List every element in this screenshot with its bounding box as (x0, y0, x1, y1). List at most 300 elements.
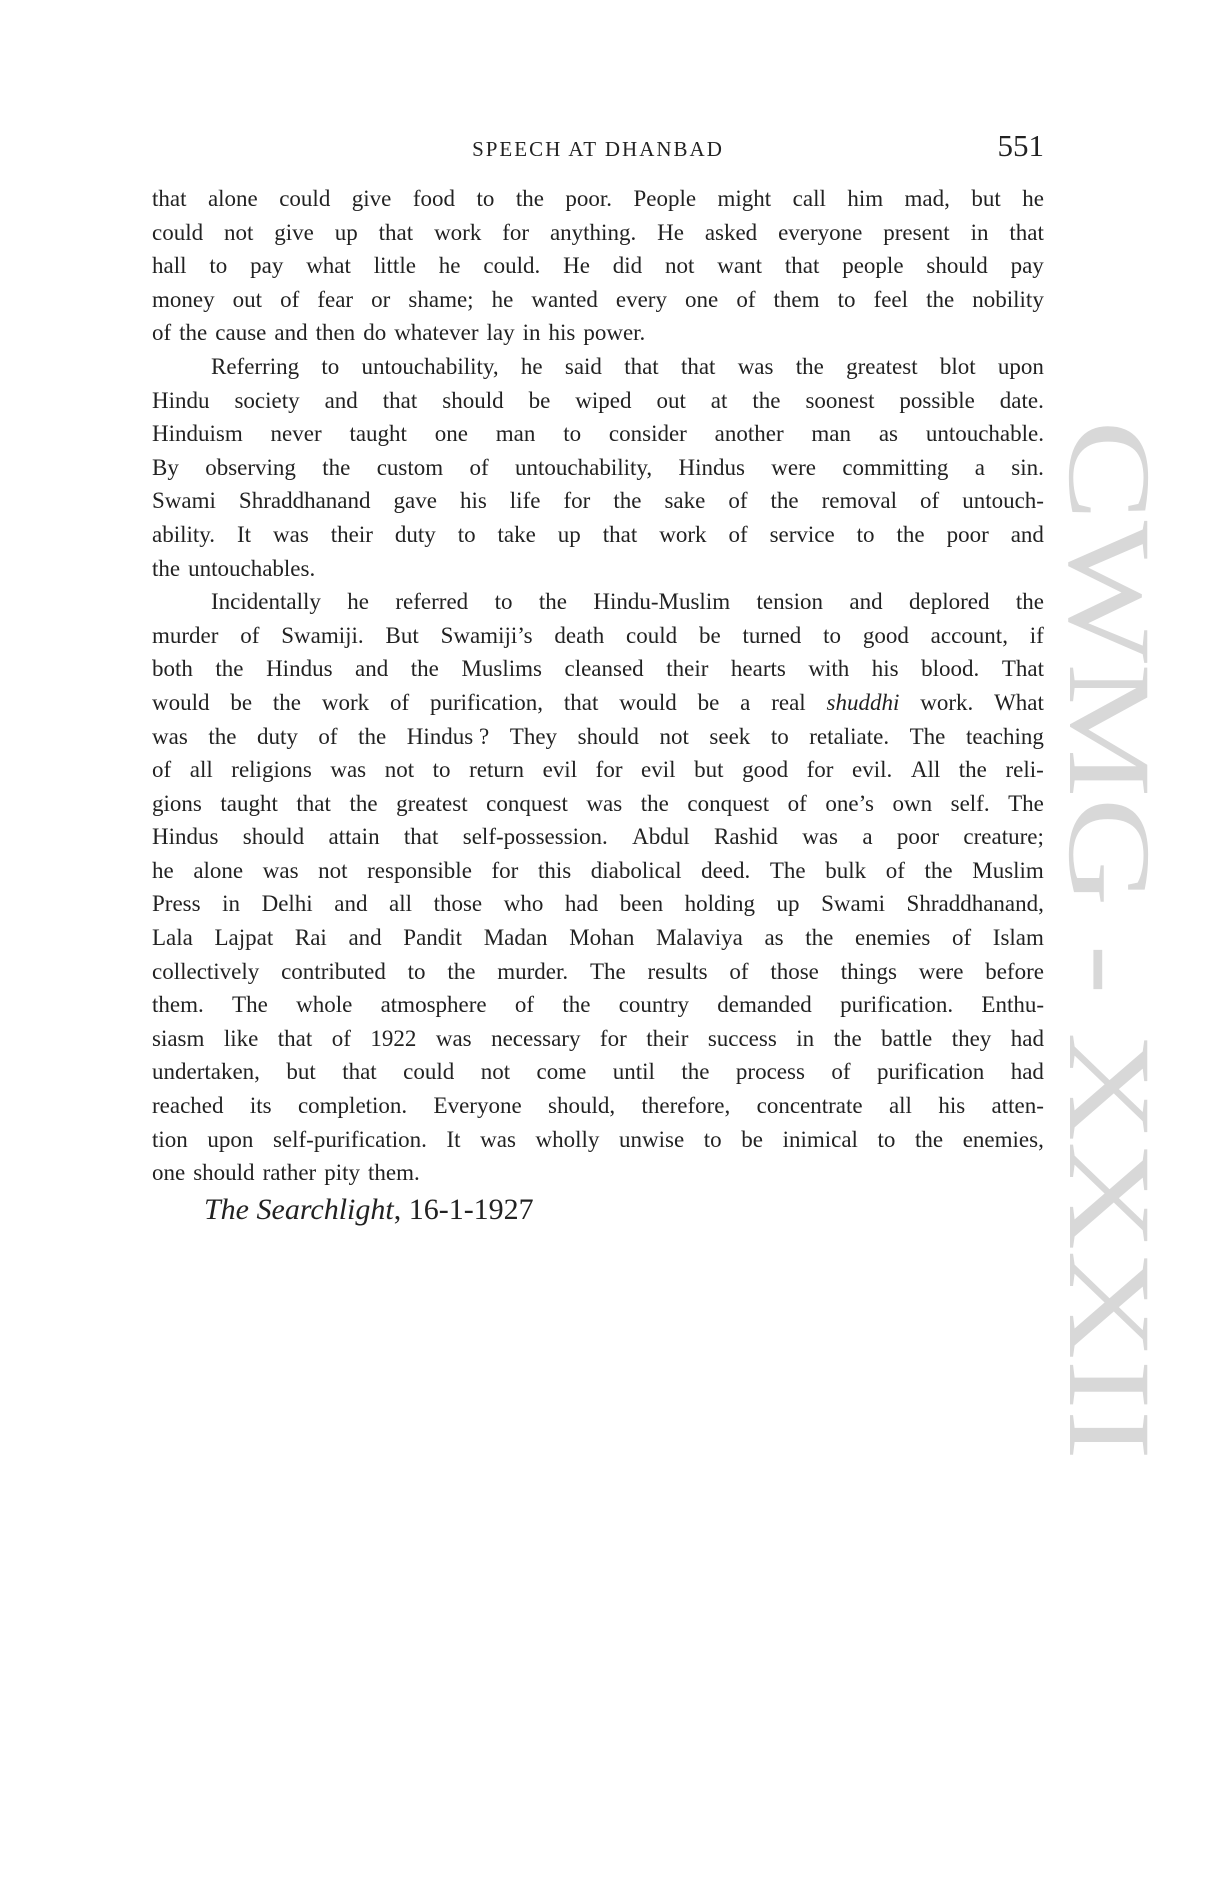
word: Press (152, 891, 201, 917)
word: of (318, 723, 338, 749)
word: of (152, 320, 172, 346)
word: Referring (211, 353, 300, 379)
word: to (837, 286, 856, 312)
word: up (776, 891, 800, 917)
word: rather (262, 1160, 317, 1186)
word: not (384, 757, 415, 783)
word: purification. (840, 992, 954, 1018)
body-text (152, 182, 1044, 1190)
word: the (215, 656, 244, 682)
word: murder. (497, 958, 569, 984)
word: for (502, 219, 530, 245)
word: might (717, 186, 772, 211)
word: of (885, 857, 905, 883)
word: Hindus ? (406, 723, 490, 749)
word: anything. (549, 219, 637, 245)
word: conquest (486, 790, 568, 816)
word: was (330, 757, 367, 783)
word: in (796, 1025, 815, 1051)
source-citation (204, 1193, 534, 1227)
word: shuddhi (826, 689, 900, 715)
word: date. (999, 387, 1044, 413)
word: did (612, 253, 643, 279)
word: with (808, 656, 850, 682)
word: was (273, 521, 309, 547)
word: murder (152, 622, 219, 648)
word: country (618, 992, 689, 1018)
word: purification (876, 1059, 985, 1085)
word: The (909, 723, 946, 749)
word: 1922 (370, 1025, 417, 1051)
word: to (321, 353, 340, 379)
word: for (806, 757, 834, 783)
word: as (764, 925, 784, 951)
word: work (659, 521, 707, 547)
word: death (554, 622, 605, 648)
word: was (586, 790, 623, 816)
word: of (331, 1025, 351, 1051)
word: Shraddhanand (238, 488, 371, 514)
word: that (624, 353, 659, 379)
word: the (681, 1059, 710, 1085)
word: he (152, 857, 174, 883)
word: sake (664, 488, 706, 514)
word: What (994, 689, 1044, 715)
word: the (770, 488, 799, 514)
word: service (769, 521, 835, 547)
word: one (685, 286, 719, 312)
text-line (152, 451, 1044, 485)
word: own (892, 790, 933, 816)
word: for (563, 488, 591, 514)
word: lay (486, 320, 515, 346)
word: be (528, 387, 551, 413)
word: evil (641, 757, 676, 783)
word: was (152, 723, 188, 749)
word: cause (215, 320, 267, 346)
running-head (152, 128, 1044, 168)
word: pay (1010, 253, 1044, 279)
word: the (1015, 589, 1044, 615)
word: and (348, 925, 382, 951)
word: take (497, 521, 536, 547)
word: not (224, 219, 254, 245)
word: Shraddhanand, (906, 891, 1044, 917)
word: of (728, 521, 748, 547)
word: bulk (825, 857, 867, 883)
word: hearts (730, 656, 786, 682)
word: upon (207, 1126, 254, 1152)
word: in (970, 219, 989, 245)
word: this (537, 857, 572, 883)
word: the (538, 589, 567, 615)
word: good (862, 622, 909, 648)
word: could (152, 219, 204, 245)
word: a (740, 689, 751, 715)
text-line (152, 316, 1044, 350)
word: but (971, 186, 1001, 211)
word: shame; (408, 286, 474, 312)
word: creature; (963, 824, 1044, 850)
word: poor (946, 521, 989, 547)
word: He (657, 219, 684, 245)
word: greatest (846, 353, 918, 379)
word: pity (324, 1160, 360, 1186)
word: results (647, 958, 708, 984)
word: account, (930, 622, 1008, 648)
word: the (447, 958, 476, 984)
word: necessary (491, 1025, 581, 1051)
word: custom (376, 454, 444, 480)
word: until (612, 1059, 655, 1085)
word: of (951, 925, 972, 951)
word: out (232, 286, 263, 312)
word: those (433, 891, 483, 917)
word: to (432, 757, 451, 783)
text-line (152, 753, 1044, 787)
word: in (522, 320, 541, 346)
word: could (403, 1059, 455, 1085)
word: he (491, 286, 514, 312)
word: self-purification. (272, 1126, 427, 1152)
word: give (274, 219, 314, 245)
word: Swami (152, 488, 216, 514)
word: Muslim (972, 857, 1044, 883)
word: whatever (394, 320, 479, 346)
word: the (915, 1126, 944, 1152)
word: could (279, 186, 331, 211)
word: that (277, 1025, 313, 1051)
word: things (840, 958, 897, 984)
word: Swamiji. (281, 622, 364, 648)
word: its (249, 1093, 272, 1119)
word: had (1010, 1059, 1044, 1085)
word: were (918, 958, 964, 984)
word: real (771, 689, 806, 715)
word: was (802, 824, 838, 850)
word: concentrate (756, 1093, 863, 1119)
word: Pandit (403, 925, 463, 951)
text-line (152, 887, 1044, 921)
word: asked (704, 219, 758, 245)
word: process (735, 1059, 805, 1085)
text-line (152, 988, 1044, 1022)
word: collectively (152, 958, 260, 984)
word: at (710, 387, 728, 413)
word: holding (684, 891, 755, 917)
word: tion (152, 1126, 188, 1152)
word: or (371, 286, 391, 312)
word: poor (896, 824, 940, 850)
source-date: 16-1-1927 (408, 1193, 534, 1226)
word: contributed (281, 958, 386, 984)
word: the (833, 1025, 862, 1051)
word: that (382, 387, 418, 413)
word: those (770, 958, 819, 984)
word: for (599, 1025, 627, 1051)
word: and (334, 891, 368, 917)
word: Muslims (461, 656, 542, 682)
text-line (152, 955, 1044, 989)
word: the (322, 454, 351, 480)
word: was (435, 1025, 472, 1051)
word: would (152, 689, 210, 715)
word: Delhi (261, 891, 313, 917)
text-line (152, 216, 1044, 250)
word: who (503, 891, 544, 917)
word: Rashid (713, 824, 778, 850)
running-title: SPEECH AT DHANBAD (472, 137, 724, 161)
word: a (862, 824, 873, 850)
word: and (849, 589, 883, 615)
word: religions (231, 757, 312, 783)
source-separator: , (393, 1193, 409, 1226)
word: work (321, 689, 370, 715)
word: up (557, 521, 581, 547)
word: of (729, 958, 749, 984)
word: enemies, (962, 1126, 1044, 1152)
word: self. (950, 790, 990, 816)
word: deed. (701, 857, 751, 883)
word: nobility (972, 286, 1044, 312)
word: evil. (852, 757, 893, 783)
word: then (315, 320, 356, 346)
word: unwise (619, 1126, 685, 1152)
word: the (410, 656, 439, 682)
word: to (494, 589, 513, 615)
word: would (619, 689, 677, 715)
word: The (589, 958, 626, 984)
word: of (240, 622, 260, 648)
word: never (270, 421, 322, 447)
text-line (152, 1089, 1044, 1123)
text-line (152, 619, 1044, 653)
word: Mohan (569, 925, 635, 951)
word: their (666, 656, 709, 682)
word: the (924, 857, 953, 883)
word: Lajpat (214, 925, 274, 951)
word: he (1022, 186, 1044, 211)
word: man (811, 421, 852, 447)
word: the (515, 186, 544, 211)
word: his (938, 1093, 966, 1119)
word: that (403, 824, 439, 850)
word: therefore, (641, 1093, 731, 1119)
word: should (242, 824, 305, 850)
word: to (823, 622, 842, 648)
word: not (480, 1059, 511, 1085)
word: mad, (904, 186, 950, 211)
word: observing (205, 454, 296, 480)
word: hall (152, 253, 187, 279)
word: It (236, 521, 252, 547)
word: one’s (825, 790, 874, 816)
word: the (349, 790, 378, 816)
word: reached (152, 1093, 224, 1119)
text-line (152, 182, 1044, 216)
word: the (926, 286, 955, 312)
word: Madan (483, 925, 548, 951)
word: society (234, 387, 300, 413)
word: another (714, 421, 784, 447)
word: duty (394, 521, 436, 547)
watermark (1020, 420, 1175, 1460)
word: teaching (965, 723, 1044, 749)
word: diabolical (590, 857, 682, 883)
word: should (442, 387, 504, 413)
word: taught (220, 790, 278, 816)
word: of (831, 1059, 851, 1085)
word: the (208, 723, 237, 749)
text-line (152, 552, 1044, 586)
word: food (412, 186, 456, 211)
word: Hindus (678, 454, 745, 480)
word: be (230, 689, 253, 715)
word: to (703, 1126, 722, 1152)
word: People (633, 186, 697, 211)
word: siasm (152, 1025, 205, 1051)
word: that (296, 790, 331, 816)
word: for (491, 857, 519, 883)
word: untouchability, (515, 454, 653, 480)
word: consider (608, 421, 687, 447)
word: had (564, 891, 599, 917)
word: purification, (430, 689, 544, 715)
word: should (926, 253, 988, 279)
word: everyone (778, 219, 863, 245)
word: was (737, 353, 774, 379)
word: blot (939, 353, 976, 379)
word: atten- (991, 1093, 1044, 1119)
word: upon (997, 353, 1044, 379)
word: untouch- (962, 488, 1044, 514)
word: the (795, 353, 824, 379)
word: he (520, 353, 543, 379)
word: demanded (717, 992, 812, 1018)
word: sin. (1011, 454, 1044, 480)
word: But (385, 622, 419, 648)
word: That (1001, 656, 1044, 682)
text-line (152, 820, 1044, 854)
word: untouchability, (361, 353, 499, 379)
word: Incidentally (211, 589, 321, 615)
word: call (792, 186, 826, 211)
word: inimical (782, 1126, 858, 1152)
word: should, (548, 1093, 616, 1119)
word: battle (881, 1025, 933, 1051)
word: money (152, 286, 215, 312)
word: Hindu-Muslim (593, 589, 731, 615)
word: of (389, 689, 410, 715)
word: the (752, 387, 781, 413)
word: to (209, 253, 228, 279)
word: alone (193, 857, 244, 883)
word: that (378, 219, 414, 245)
word: responsible (367, 857, 472, 883)
word: The (1008, 790, 1044, 816)
word: Everyone (433, 1093, 522, 1119)
word: of (736, 286, 756, 312)
word: that (784, 253, 820, 279)
page-number: 551 (997, 128, 1044, 163)
word: of (514, 992, 535, 1018)
word: little (373, 253, 416, 279)
word: out (656, 387, 686, 413)
word: greatest (396, 790, 468, 816)
word: a (974, 454, 985, 480)
text-line (152, 283, 1044, 317)
word: the (358, 723, 387, 749)
word: be (698, 622, 721, 648)
word: conquest (687, 790, 770, 816)
word: of (469, 454, 489, 480)
word: of (728, 488, 748, 514)
word: feel (873, 286, 909, 312)
word: Abdul (632, 824, 690, 850)
word: the (640, 790, 669, 816)
word: duty (256, 723, 298, 749)
word: the (562, 992, 591, 1018)
word: and (324, 387, 358, 413)
text-line (152, 417, 1044, 451)
word: self-possession. (462, 824, 608, 850)
word: not (665, 253, 695, 279)
word: turned (742, 622, 802, 648)
word: man (495, 421, 536, 447)
word: were (771, 454, 816, 480)
word: success (707, 1025, 777, 1051)
text-line (152, 720, 1044, 754)
word: pay (250, 253, 284, 279)
word: completion. (297, 1093, 408, 1119)
word: the (272, 689, 302, 715)
word: It (446, 1126, 461, 1152)
text-line (152, 1123, 1044, 1157)
text-line (152, 249, 1044, 283)
word: be (741, 1126, 763, 1152)
word: blood. (921, 656, 980, 682)
word: give (351, 186, 392, 211)
word: committing (842, 454, 949, 480)
word: attain (328, 824, 380, 850)
word: to (407, 958, 426, 984)
word: gions (152, 790, 202, 816)
word: taught (349, 421, 407, 447)
word: not (659, 723, 689, 749)
word: the (179, 320, 208, 346)
word: what (306, 253, 351, 279)
word: their (646, 1025, 689, 1051)
word: before (985, 958, 1044, 984)
word: been (619, 891, 664, 917)
word: of (280, 286, 300, 312)
word: of (920, 488, 940, 514)
word: the (896, 521, 925, 547)
word: had (1010, 1025, 1044, 1051)
word: return (469, 757, 525, 783)
word: By (152, 454, 179, 480)
word: life (509, 488, 541, 514)
text-line (152, 585, 1044, 619)
word: referred (395, 589, 469, 615)
word: present (883, 219, 950, 245)
word: of (787, 790, 807, 816)
word: wholly (535, 1126, 600, 1152)
text-line (152, 1156, 1044, 1190)
word: could (626, 622, 678, 648)
word: Swamiji’s (440, 622, 533, 648)
word: removal (821, 488, 897, 514)
